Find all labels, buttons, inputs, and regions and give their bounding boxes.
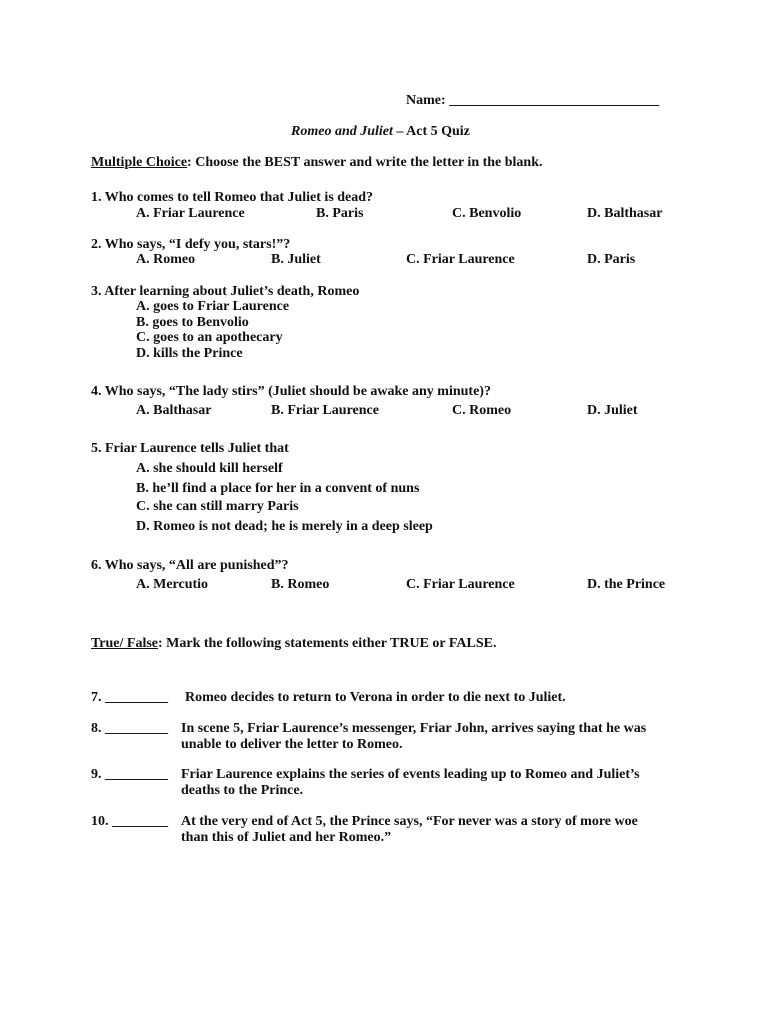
option: C. goes to an apothecary [136, 330, 283, 345]
option: A. goes to Friar Laurence [136, 299, 290, 314]
question-text: 4. Who says, “The lady stirs” (Juliet should be awake any minute)? [91, 384, 491, 399]
option: B. goes to Benvolio [136, 315, 249, 330]
option: B. Romeo [271, 577, 330, 592]
statement-text: Romeo decides to return to Verona in order to die next to Juliet. [185, 690, 566, 705]
option: B. Juliet [271, 252, 321, 267]
question-text: 6. Who says, “All are punished”? [91, 558, 289, 573]
option: A. Friar Laurence [136, 206, 245, 221]
page-title [291, 124, 470, 140]
option: D. the Prince [587, 577, 666, 592]
multiple-choice-instruction-text: : Choose the BEST answer and write the letter in the blank. [187, 155, 543, 170]
true-false-instructions [91, 636, 496, 652]
multiple-choice-heading: Multiple Choice [91, 155, 188, 170]
option: D. Balthasar [587, 206, 663, 221]
option: C. she can still marry Paris [136, 499, 299, 514]
option: C. Benvolio [452, 206, 522, 221]
answer-blank[interactable]: 9. _________ [91, 767, 168, 782]
option: B. Friar Laurence [271, 403, 379, 418]
title-play-name: Romeo and Juliet [291, 124, 393, 139]
statement-text: In scene 5, Friar Laurence’s messenger, Friar John, arrives saying that he was [181, 721, 647, 736]
option: A. Mercutio [136, 577, 209, 592]
answer-blank[interactable]: 7. _________ [91, 690, 168, 705]
option: C. Friar Laurence [406, 252, 515, 267]
option: D. Juliet [587, 403, 638, 418]
multiple-choice-instructions [91, 155, 543, 171]
option: D. Paris [587, 252, 636, 267]
true-false-instruction-text: : Mark the following statements either TRUE or FALSE. [158, 636, 497, 651]
option: B. he’ll find a place for her in a convent of nuns [136, 481, 420, 496]
statement-text: At the very end of Act 5, the Prince says, “For never was a story of more woe [181, 814, 638, 829]
statement-text: unable to deliver the letter to Romeo. [181, 737, 403, 752]
statement-text: than this of Juliet and her Romeo.” [181, 830, 392, 845]
answer-blank[interactable]: 8. _________ [91, 721, 168, 736]
option: B. Paris [316, 206, 364, 221]
question-text: 3. After learning about Juliet’s death, Romeo [91, 284, 360, 299]
question-text: 5. Friar Laurence tells Juliet that [91, 441, 289, 456]
statement-text: deaths to the Prince. [181, 783, 304, 798]
statement-text: Friar Laurence explains the series of events leading up to Romeo and Juliet’s [181, 767, 640, 782]
question-text: 1. Who comes to tell Romeo that Juliet is dead? [91, 190, 374, 205]
option: D. kills the Prince [136, 346, 243, 361]
option: A. Balthasar [136, 403, 212, 418]
option: C. Friar Laurence [406, 577, 515, 592]
name-field[interactable]: Name: ______________________________ [406, 93, 660, 108]
option: D. Romeo is not dead; he is merely in a deep sleep [136, 519, 433, 534]
option: C. Romeo [452, 403, 512, 418]
answer-blank[interactable]: 10. ________ [91, 814, 168, 829]
true-false-heading: True/ False [91, 636, 159, 651]
option: A. she should kill herself [136, 461, 283, 476]
option: A. Romeo [136, 252, 196, 267]
title-suffix: – Act 5 Quiz [392, 124, 470, 139]
question-text: 2. Who says, “I defy you, stars!”? [91, 237, 291, 252]
